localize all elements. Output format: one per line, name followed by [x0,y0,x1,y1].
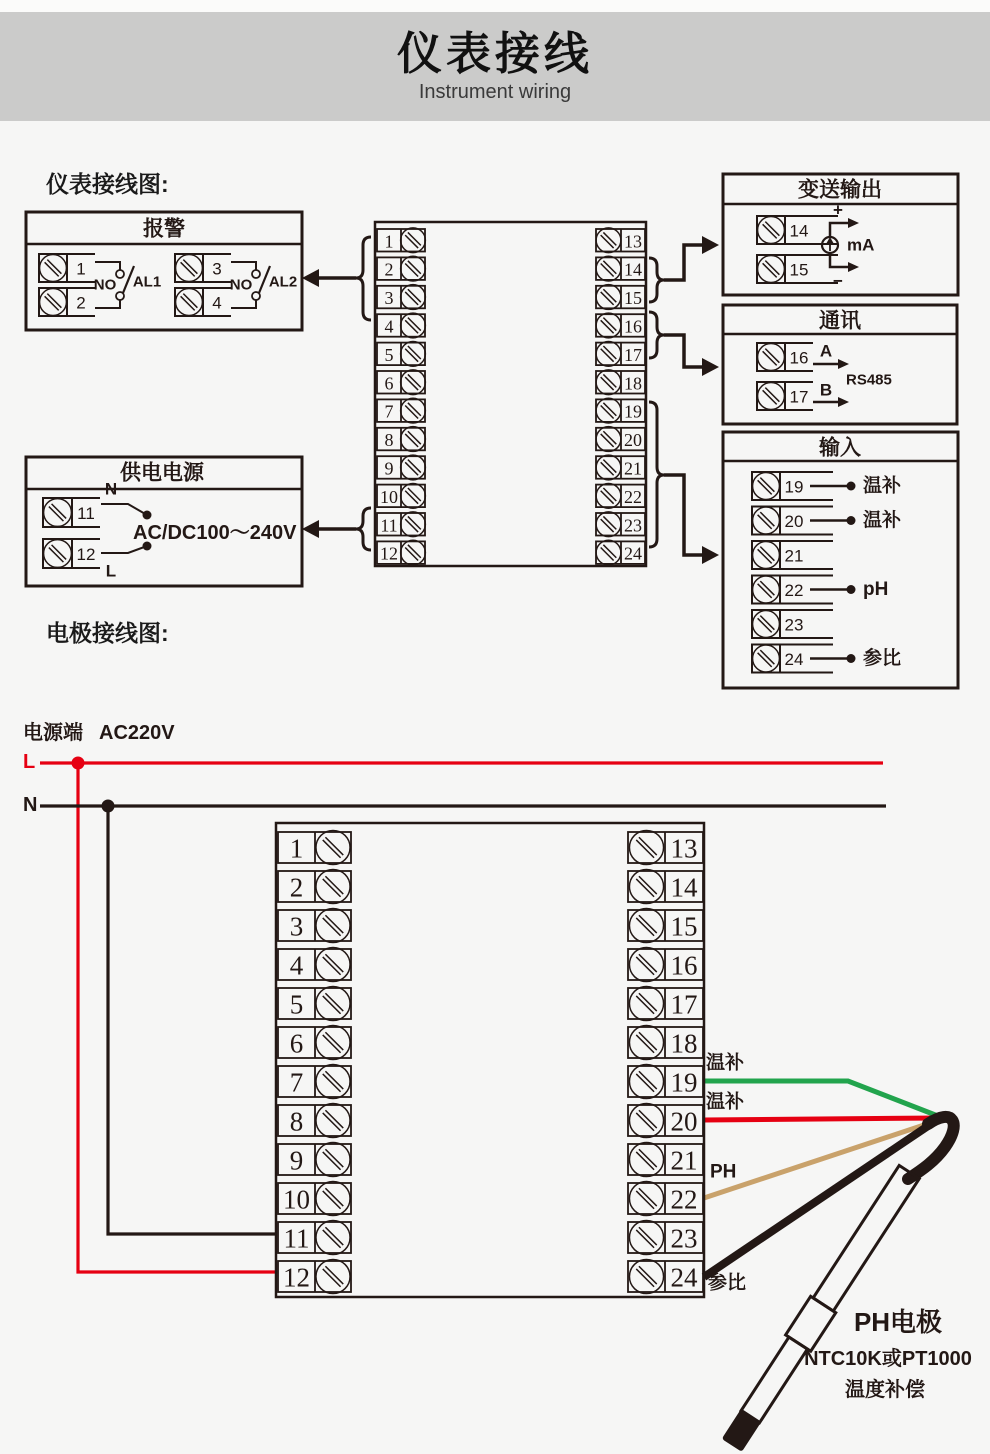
terminal-number: 5 [384,344,394,365]
neutral-wire [101,504,147,515]
wire-label-22: PH [710,1161,737,1183]
terminal-number: 8 [289,1106,304,1137]
terminal-number: 15 [789,260,809,280]
reference-wire [704,1126,928,1277]
screw-icon [629,1103,663,1137]
section-label-instrument: 仪表接线图: [46,171,169,197]
terminal-number: 9 [289,1145,304,1176]
alarm-box-title: 报警 [143,217,185,241]
transmit-output-box [723,174,958,295]
terminal-number: 17 [624,344,642,365]
screw-icon [753,542,780,569]
screw-icon [596,483,621,508]
screw-icon [316,947,350,981]
terminal-number: 2 [289,872,304,903]
screw-icon [316,869,350,903]
screw-icon [44,540,72,568]
terminal-number: 20 [784,512,804,531]
screw-icon [629,986,663,1020]
terminal-number: 24 [670,1262,698,1293]
line-b-arrow-icon [838,397,849,407]
terminal-number: 10 [380,486,398,507]
terminal-number: 22 [624,486,642,507]
terminal-number: 4 [384,316,394,337]
wire-label-19: 温补 [706,1052,745,1074]
wire-label-20: 温补 [706,1091,745,1113]
terminal-number: 7 [384,401,394,422]
neutral-line-label: N [23,794,38,816]
terminal-number: 2 [76,293,86,313]
terminal-number: 14 [624,259,642,280]
terminal-number: 19 [670,1067,698,1098]
alarm2-label: AL2 [268,273,298,291]
screw-icon [596,540,621,565]
terminal-strip-left [278,830,351,1293]
contact-type-label: NO [93,276,117,294]
screw-icon [629,1025,663,1059]
electrode-name-label: PH电极 [853,1307,943,1337]
terminal-number: 22 [670,1184,698,1215]
screw-icon [596,427,621,452]
terminal-number: 23 [784,615,804,635]
screw-icon [316,986,350,1020]
brace-input [649,402,664,547]
electrode-body-lower [741,1337,807,1423]
line-a-label: A [819,341,833,361]
section-label-electrode: 电极接线图: [46,620,169,646]
screw-icon [629,908,663,942]
screw-icon [753,645,780,672]
terminal-number: 11 [77,504,95,523]
ma-unit-label: mA [847,235,875,255]
terminal-number: 18 [670,1028,698,1059]
protocol-label: RS485 [846,371,892,389]
terminal-number: 8 [384,430,394,451]
terminal-strip-left [377,228,425,565]
screw-icon [316,908,350,942]
electrode-spec2-label: 温度补偿 [845,1379,925,1401]
screw-icon [316,1181,350,1215]
terminal-number: 4 [289,950,304,981]
screw-icon [596,285,621,310]
terminal-number: 12 [283,1262,310,1293]
minus-arrow-icon [848,262,859,272]
screw-icon [316,1103,350,1137]
arrow-to-alarm-icon [302,269,319,287]
terminal-number: 3 [384,288,394,309]
terminal-number: 11 [283,1223,310,1254]
screw-icon [753,473,780,500]
signal-node-icon [847,585,856,594]
terminal-number: 6 [289,1028,304,1059]
screw-icon [40,255,67,282]
signal-node-icon [847,654,856,663]
screw-icon [753,576,780,603]
terminal-number: 11 [380,515,398,536]
ph-wire [704,1121,936,1198]
terminal-number: 16 [624,316,642,337]
arrow-to-input-shaft [664,475,703,555]
terminal-number: 15 [670,911,698,942]
terminal-number: 16 [789,348,809,368]
arrow-to-comm-icon [702,358,719,376]
relay-contact-al2 [230,262,297,308]
terminal-number: 24 [784,650,804,669]
electrode-wiring [23,720,972,1454]
screw-icon [629,947,663,981]
terminal-number: 16 [670,950,698,981]
contact-wire [95,300,120,308]
screw-icon [316,1025,350,1059]
terminal-number: 7 [289,1067,304,1098]
signal-node-icon [847,516,856,525]
screw-icon [629,1064,663,1098]
screw-icon [401,540,426,565]
voltage-rating: AC/DC100～240V [133,522,297,544]
screw-icon [401,427,426,452]
electrode-spec-label: NTC10K或PT1000 [804,1348,972,1370]
screw-icon [629,1181,663,1215]
input-box-title: 输入 [819,436,861,460]
terminal-number: 14 [789,221,809,241]
contact-point-icon [252,292,260,300]
wire-label-24: 参比 [708,1272,747,1294]
screw-icon [316,1259,350,1293]
terminal-number: 19 [784,477,804,497]
terminal-number: 1 [289,833,304,864]
screw-icon [401,398,426,423]
screw-icon [629,869,663,903]
source-terminal-label: 电源端 [23,722,83,744]
terminal-number: 4 [212,293,222,313]
brace-comm [649,312,664,358]
terminal-strip-right [596,228,645,565]
screw-icon [596,341,621,366]
screw-icon [401,370,426,395]
comm-box [723,305,957,424]
screw-icon [596,398,621,423]
ph-label: pH [863,579,889,600]
signal-node-icon [847,482,856,491]
terminal-number: 21 [624,458,642,479]
terminal-number: 5 [289,989,304,1020]
brace-output [649,258,664,302]
terminal-number: 3 [212,259,222,279]
contact-wire [95,262,120,270]
input-box [723,432,958,688]
input-terminals [752,472,833,673]
page-title: 仪表接线 [396,28,593,80]
screw-icon [629,1259,663,1293]
terminal-number: 1 [384,231,394,252]
terminal-number: 13 [670,833,698,864]
plus-arrow-icon [848,218,859,228]
terminal-number: 15 [624,288,642,309]
terminal-number: 24 [624,543,642,564]
terminal-number: 22 [784,581,804,600]
input-box-frame [723,432,958,688]
screw-icon [316,1064,350,1098]
screw-icon [316,1220,350,1254]
electrode-tip [722,1409,762,1452]
terminal-number: 18 [624,373,642,394]
page-subtitle: Instrument wiring [418,80,572,103]
screw-icon [596,455,621,480]
screw-icon [401,455,426,480]
screw-icon [40,289,67,316]
mains-voltage-label: AC220V [99,722,175,744]
live-line-label: L [23,751,36,773]
screw-icon [401,483,426,508]
reference-label: 参比 [863,648,902,669]
terminal-number: 20 [624,430,642,451]
line-b-label: B [819,380,833,400]
temp-comp-label: 温补 [863,475,902,497]
screw-icon [753,611,780,638]
output-box-title: 变送输出 [798,178,882,202]
terminal-strip-right [628,830,703,1293]
arrow-to-output-shaft [664,245,703,280]
neutral-drop-wire [108,806,277,1234]
screw-icon [401,341,426,366]
terminal-number: 14 [670,872,698,903]
screw-icon [401,285,426,310]
contact-point-icon [252,270,260,278]
screw-icon [401,256,426,281]
screw-icon [401,313,426,338]
terminal-number: 23 [670,1223,698,1254]
screw-icon [758,344,785,371]
terminal-number: 17 [670,989,698,1020]
screw-icon [176,255,203,282]
comm-terminals [757,343,813,410]
screw-icon [758,256,785,283]
alarm-box [26,212,302,330]
live-wire [101,546,147,553]
temp-comp-wire-red [704,1118,938,1120]
terminal-number: 13 [624,231,642,252]
relay-contact-al1 [94,262,161,308]
line-a-arrow-icon [838,359,849,369]
screw-icon [596,512,621,537]
terminal-number: 10 [283,1184,310,1215]
contact-wire [231,300,256,308]
terminal-number: 21 [670,1145,698,1176]
brace-power [356,508,371,550]
terminal-number: 6 [384,373,394,394]
terminal-number: 3 [289,911,304,942]
terminal-number: 12 [380,543,398,564]
terminal-number: 23 [624,515,642,536]
screw-icon [753,507,780,534]
output-terminals [757,216,838,283]
neutral-label: N [104,479,118,499]
brace-alarm [356,237,371,320]
terminal-number: 20 [670,1106,698,1137]
power-terminals [43,498,100,568]
power-supply-box [26,457,302,586]
arrow-to-input-icon [702,546,719,564]
terminal-number: 12 [76,545,96,564]
terminal-block-frame [276,823,704,1297]
screw-icon [596,228,621,253]
screw-icon [176,289,203,316]
terminal-number: 21 [784,546,804,566]
contact-type-label: NO [229,276,253,294]
electrode-collar [786,1296,836,1351]
contact-point-icon [116,270,124,278]
contact-wire [231,262,256,270]
terminal-number: 17 [789,387,809,407]
neutral-node-icon [143,511,152,520]
screw-icon [758,217,785,244]
comm-box-title: 通讯 [819,309,861,333]
screw-icon [629,830,663,864]
electrode-body-upper [813,1165,919,1311]
arrow-to-power-icon [302,520,319,538]
screw-icon [316,1142,350,1176]
screw-icon [629,1142,663,1176]
terminal-block-upper [302,222,719,566]
power-box-title: 供电电源 [120,461,204,485]
screw-icon [596,313,621,338]
live-label: L [105,561,117,581]
screw-icon [596,370,621,395]
alarm1-label: AL1 [132,273,162,291]
screw-icon [401,228,426,253]
contact-point-icon [116,292,124,300]
terminal-number: 9 [384,458,394,479]
plus-sign: + [833,200,843,220]
input-signal-wires [810,474,901,670]
terminal-number: 19 [624,401,642,422]
screw-icon [44,499,72,527]
arrow-to-comm-shaft [664,335,703,367]
terminal-number: 1 [76,259,86,279]
temp-comp-label: 温补 [863,510,902,531]
minus-sign: − [833,271,843,291]
screw-icon [629,1220,663,1254]
screw-icon [758,383,785,410]
terminal-number: 2 [384,259,394,280]
arrow-to-output-icon [702,236,719,254]
screw-icon [401,512,426,537]
screw-icon [316,830,350,864]
screw-icon [596,256,621,281]
